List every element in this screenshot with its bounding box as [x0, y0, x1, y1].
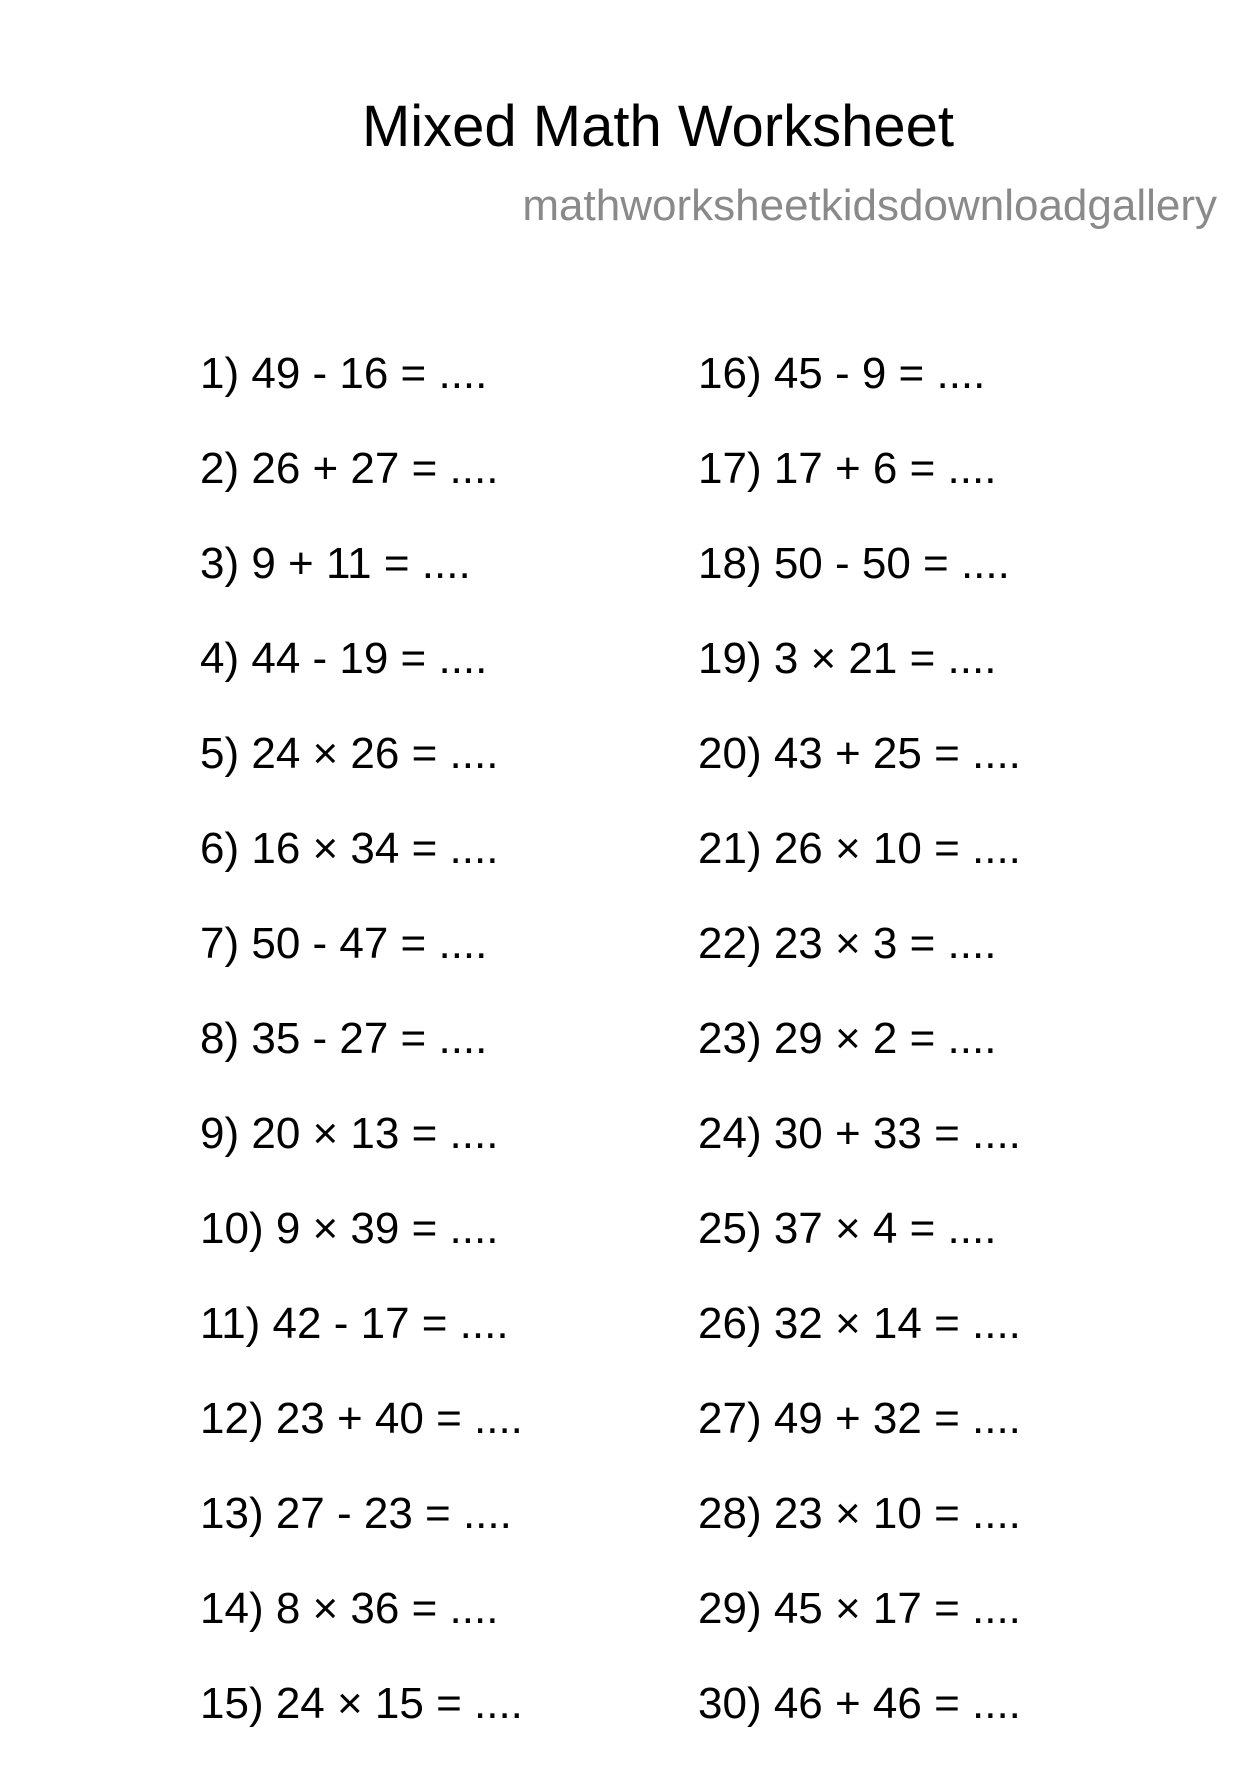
problem-item: 4) 44 - 19 = .... [200, 634, 488, 683]
problem-item: 16) 45 - 9 = .... [698, 349, 986, 398]
problem-item: 21) 26 × 10 = .... [698, 824, 1021, 873]
problem-column-right [698, 349, 1021, 1777]
problem-item: 15) 24 × 15 = .... [200, 1679, 523, 1728]
problem-item: 6) 16 × 34 = .... [200, 824, 499, 873]
problem-item: 23) 29 × 2 = .... [698, 1014, 997, 1063]
problem-item: 17) 17 + 6 = .... [698, 444, 997, 493]
problem-item: 30) 46 + 46 = .... [698, 1679, 1021, 1728]
problem-item: 11) 42 - 17 = .... [200, 1299, 509, 1348]
problem-item: 14) 8 × 36 = .... [200, 1584, 499, 1633]
problem-item: 24) 30 + 33 = .... [698, 1109, 1021, 1158]
page-title: Mixed Math Worksheet [361, 94, 955, 159]
problem-item: 9) 20 × 13 = .... [200, 1109, 499, 1158]
problem-item: 2) 26 + 27 = .... [200, 444, 499, 493]
problem-item: 27) 49 + 32 = .... [698, 1394, 1021, 1443]
problem-item: 28) 23 × 10 = .... [698, 1489, 1021, 1538]
problem-item: 26) 32 × 14 = .... [698, 1299, 1021, 1348]
watermark-text: mathworksheetkidsdownloadgallery [522, 181, 1217, 230]
problem-item: 5) 24 × 26 = .... [200, 729, 499, 778]
problem-item: 8) 35 - 27 = .... [200, 1014, 488, 1063]
problem-item: 20) 43 + 25 = .... [698, 729, 1021, 778]
problem-item: 13) 27 - 23 = .... [200, 1489, 512, 1538]
problem-item: 29) 45 × 17 = .... [698, 1584, 1021, 1633]
problem-item: 18) 50 - 50 = .... [698, 539, 1010, 588]
problem-item: 7) 50 - 47 = .... [200, 919, 488, 968]
problem-item: 19) 3 × 21 = .... [698, 634, 997, 683]
problem-column-left [200, 349, 523, 1777]
problem-item: 25) 37 × 4 = .... [698, 1204, 997, 1253]
problem-item: 12) 23 + 40 = .... [200, 1394, 523, 1443]
problem-item: 1) 49 - 16 = .... [200, 349, 488, 398]
problem-item: 3) 9 + 11 = .... [200, 539, 471, 588]
problem-item: 22) 23 × 3 = .... [698, 919, 997, 968]
problem-item: 10) 9 × 39 = .... [200, 1204, 499, 1253]
